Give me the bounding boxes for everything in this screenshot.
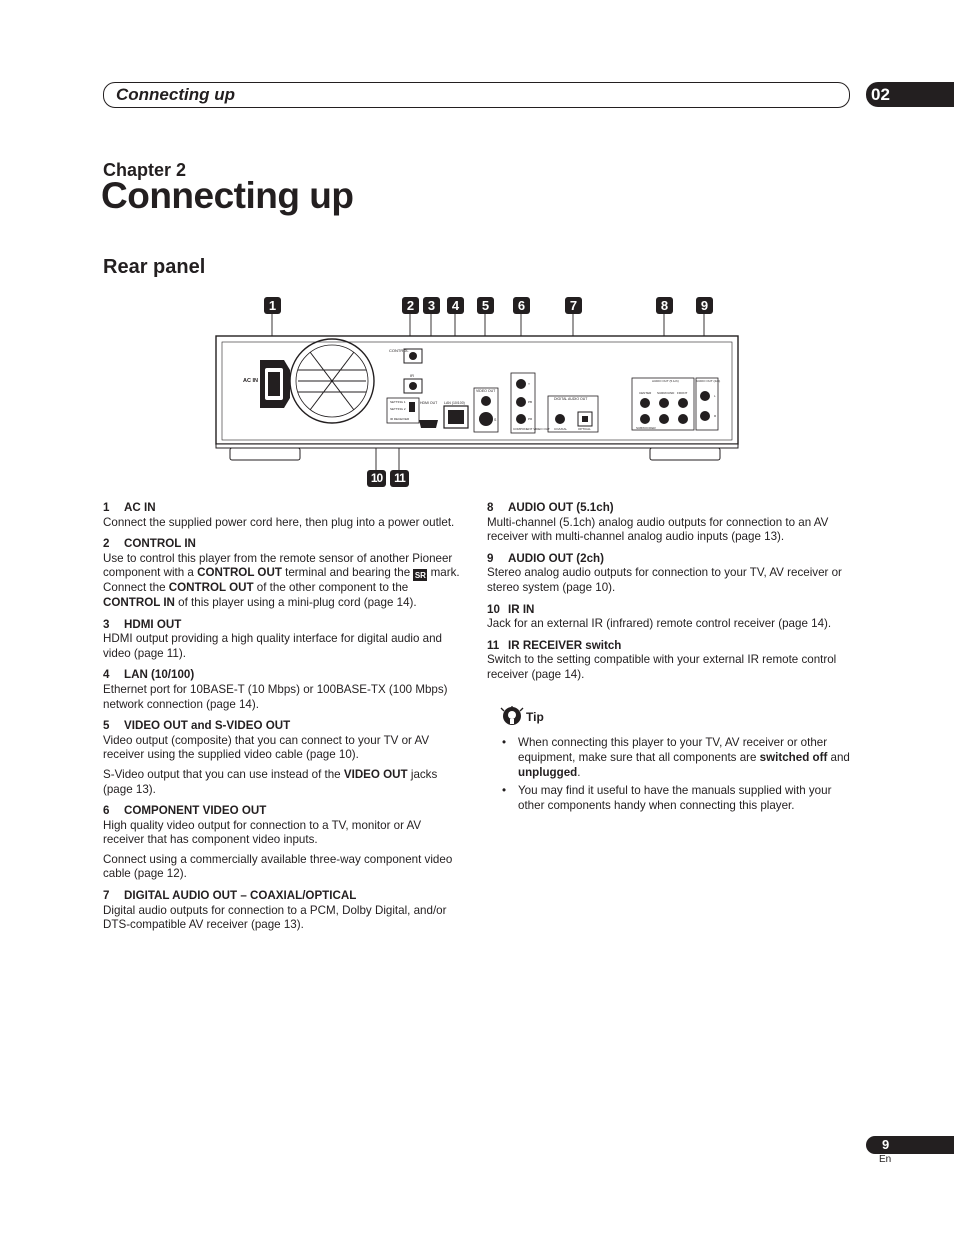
text-run: mark. Connect the [103,566,460,595]
tip-item: • You may find it useful to have the manuals supplied with your other components handy when connecting this player. [508,784,850,814]
callout-3: 3 [423,297,440,314]
label-ac-in: AC IN [243,378,258,384]
label-lan: LAN (10/100) [444,401,465,405]
item-text [103,552,465,611]
callout-1: 1 [264,297,281,314]
item-digital-audio-out [103,889,465,933]
item-video-out [103,719,465,797]
label-audio-out-2ch: AUDIO OUT (2ch) [696,379,721,383]
item-text: Switch to the setting compatible with your external IR remote control receiver (page 14). [487,653,837,681]
item-title: AUDIO OUT (2ch) [508,551,604,565]
label-r: R [714,414,717,418]
tip-label: Tip [526,709,544,724]
item-text: Digital audio outputs for connection to a PCM, Dolby Digital, and/or DTS-compatible AV receiver (page 13). [103,903,447,932]
label-video-out: VIDEO OUT [476,389,496,393]
left-column [103,501,465,940]
item-number: 4 [103,668,110,682]
callout-4: 4 [447,297,464,314]
item-text: Connect the supplied power cord here, then plug into a power outlet. [103,515,455,529]
item-number: 10 [487,602,500,616]
item-title: HDMI OUT [124,617,182,631]
text-run: terminal and bearing the [281,566,414,580]
item-ac-in [103,501,465,530]
item-title: AC IN [124,501,156,514]
label-setting1: SETTING 1 [390,400,406,404]
section-title: Rear panel [103,256,206,278]
label-pb: PB [528,400,533,404]
item-text: Stereo analog audio outputs for connection to your TV, AV receiver or stereo system (page 10). [487,566,842,594]
callout-7: 7 [565,297,582,314]
item-audio-out-2ch [487,552,851,596]
text-run-bold: CONTROL OUT [197,566,282,580]
text-run-bold: unplugged [518,765,578,779]
running-header-title: Connecting up [116,85,235,104]
callout-2: 2 [402,297,419,314]
text-run: jacks (page 13). [103,767,438,796]
chapter-number-tab: 02 [866,82,954,107]
text-run: and [827,750,850,764]
item-number: 8 [487,501,494,514]
callout-8: 8 [656,297,673,314]
page-number: 9 [866,1136,954,1154]
right-column [487,501,851,690]
item-number: 2 [103,537,110,551]
item-number: 9 [487,551,494,565]
sr-mark-icon: SR [414,571,426,581]
item-text: Jack for an external IR (infrared) remote control receiver (page 14). [487,617,832,631]
item-text: Connect using a commercially available three-way component video cable (page 12). [103,852,453,881]
rear-panel-diagram [0,0,954,470]
callout-10: 10 [367,470,386,487]
item-ir-in [487,603,851,632]
item-ir-receiver-switch [487,639,851,683]
label-s: S [494,418,497,422]
text-run-bold: CONTROL OUT [168,581,254,595]
label-audio-out-51: AUDIO OUT (5.1ch) [652,379,679,383]
label-l: L [714,394,716,398]
label-front: FRONT [677,391,688,395]
item-text [103,768,465,797]
item-number: 7 [103,889,110,903]
tip-box [500,706,850,818]
item-title: IR IN [508,602,535,616]
text-run: Use to control this player from the remote sensor of another Pioneer component with a [103,551,453,580]
callout-11: 11 [390,470,409,487]
item-hdmi-out [103,618,465,662]
item-number: 6 [103,804,110,818]
label-control: CONTROL [389,348,409,353]
label-y: Y [528,382,531,386]
item-control-in [103,537,465,610]
item-title: CONTROL IN [124,537,196,551]
text-run: S-Video output that you can use instead of the [103,767,344,781]
item-component-video-out [103,804,465,882]
text-run-bold: CONTROL IN [103,595,175,609]
label-setting2: SETTING 2 [390,407,406,411]
item-text: High quality video output for connection to a TV, monitor or AV receiver that has component video inputs. [103,818,422,847]
label-hdmi-out: HDMI OUT [420,401,438,405]
item-lan [103,668,465,712]
item-number: 1 [103,501,110,514]
text-run: . [577,765,581,779]
label-component-video-out: COMPONENT VIDEO OUT [513,427,550,431]
item-title: COMPONENT VIDEO OUT [124,804,267,818]
text-run-bold: VIDEO OUT [343,767,408,781]
tip-item [508,736,850,780]
label-digital-audio-out: DIGITAL AUDIO OUT [554,397,588,401]
text-run-bold: switched off [759,750,828,764]
item-number: 5 [103,719,110,733]
callout-6: 6 [513,297,530,314]
page-language: En [879,1154,892,1165]
item-title: DIGITAL AUDIO OUT – COAXIAL/OPTICAL [124,889,357,903]
label-surround: SURROUND [657,391,675,395]
tip-list [500,736,850,814]
callout-5: 5 [477,297,494,314]
item-text: Video output (composite) that you can connect to your TV or AV receiver using the supplied video cable (page 10). [103,733,430,762]
label-subwoofer: SUBWOOFER [636,426,656,430]
item-title: VIDEO OUT and S-VIDEO OUT [124,719,291,733]
item-title: LAN (10/100) [124,668,195,682]
item-text: Ethernet port for 10BASE-T (10 Mbps) or 100BASE-TX (100 Mbps) network connection (page 14). [103,682,448,711]
callout-9: 9 [696,297,713,314]
item-title: IR RECEIVER switch [508,638,622,652]
text-run: of this player using a mini-plug cord (page 14). [174,595,417,609]
item-number: 3 [103,617,110,631]
label-ir: IR [410,373,414,378]
item-text: HDMI output providing a high quality interface for digital audio and video (page 11). [103,632,442,660]
label-coaxial: COAXIAL [554,427,568,431]
page-title: Connecting up [101,175,354,216]
item-number: 11 [487,638,500,652]
label-center: CENTER [639,391,652,395]
lightbulb-icon [500,706,524,728]
text-run: of the other component to the [253,581,409,595]
chapter-label: Chapter 2 [103,160,187,180]
item-title: AUDIO OUT (5.1ch) [508,501,614,514]
label-pr: PR [528,417,533,421]
item-text: Multi-channel (5.1ch) analog audio outputs for connection to an AV receiver with multi-channel analog audio inputs (page 13). [487,515,829,544]
item-audio-out-51 [487,501,851,545]
label-optical: OPTICAL [578,427,591,431]
label-ir-receiver: IR RECEIVER [390,417,410,421]
text-run: When connecting this player to your TV, AV receiver or other equipment, make sure that all components are [518,736,828,764]
